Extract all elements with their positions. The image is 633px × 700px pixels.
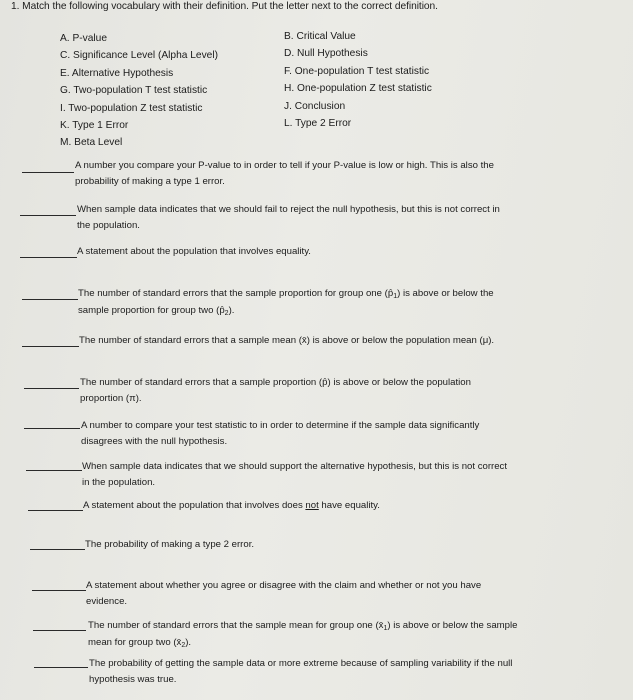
answer-blank-2[interactable]	[20, 215, 76, 216]
definition-text-7b: disagrees with the null hypothesis.	[81, 436, 228, 447]
definition-text-8a: When sample data indicates that we should support the alternative hypothesis, but this is not correct	[82, 461, 508, 472]
definition-text-4d: ).	[228, 305, 235, 316]
definition-text-1b: probability of making a type 1 error.	[75, 176, 225, 187]
p-hat-symbol: p̂	[387, 288, 394, 299]
answer-blank-9[interactable]	[28, 510, 83, 511]
definition-text-6c: proportion (	[80, 393, 130, 404]
p-hat-symbol: p̂	[219, 305, 225, 316]
answer-blank-4[interactable]	[22, 299, 78, 300]
answer-blank-13[interactable]	[34, 667, 88, 668]
term-g: G. Two-population T test statistic	[60, 85, 208, 97]
answer-blank-10[interactable]	[30, 549, 85, 550]
subscript-1: 1	[383, 625, 388, 632]
definition-text-10: The probability of making a type 2 error.	[85, 539, 255, 550]
term-m: M. Beta Level	[60, 137, 123, 149]
terms-list-right	[284, 28, 432, 132]
definition-text-6a: The number of standard errors that a sample proportion (	[80, 377, 323, 388]
term-d: D. Null Hypothesis	[284, 48, 368, 60]
definition-text-9b: have equality.	[318, 500, 380, 511]
question-title: 1. Match the following vocabulary with their definition. Put the letter next to the correct definition.	[11, 1, 438, 12]
definition-text-5c: ).	[488, 335, 495, 346]
answer-blank-1[interactable]	[22, 172, 74, 173]
terms-list-left	[60, 30, 218, 152]
answer-blank-5[interactable]	[22, 346, 79, 347]
definition-text-4c: sample proportion for group two (	[78, 305, 220, 316]
definition-text-9a: A statement about the population that involves does	[83, 500, 306, 511]
term-f: F. One-population T test statistic	[284, 65, 430, 77]
term-l: L. Type 2 Error	[284, 118, 352, 130]
answer-blank-12[interactable]	[33, 630, 86, 631]
p-hat-symbol: p̂	[322, 377, 328, 388]
x-bar-symbol: x̄	[176, 637, 182, 648]
emphasis-not: not	[305, 500, 319, 511]
definition-text-3: A statement about the population that involves equality.	[77, 246, 311, 257]
x-bar-symbol: x̄	[378, 620, 384, 631]
definition-text-4b: ) is above or below the	[397, 288, 494, 299]
term-i: I. Two-population Z test statistic	[60, 102, 203, 114]
definition-text-12b: ) is above or below the sample	[387, 620, 518, 631]
definition-text-6d: ).	[135, 393, 142, 404]
term-a: A. P-value	[60, 33, 107, 44]
definition-text-7a: A number to compare your test statistic to in order to determine if the sample data significantly	[81, 420, 480, 431]
mu-symbol: μ	[482, 335, 489, 346]
subscript-2: 2	[181, 642, 186, 649]
answer-blank-6[interactable]	[24, 388, 79, 389]
pi-symbol: π	[129, 393, 136, 404]
term-j: J. Conclusion	[284, 100, 346, 112]
definition-text-5b: ) is above or below the population mean (	[306, 335, 483, 346]
subscript-1: 1	[393, 293, 398, 300]
term-h: H. One-population Z test statistic	[284, 83, 432, 95]
definition-text-5a: The number of standard errors that a sample mean (	[79, 335, 302, 346]
definition-text-12d: ).	[185, 637, 192, 648]
definition-text-11a: A statement about whether you agree or disagree with the claim and whether or not you have	[86, 580, 482, 591]
definition-text-12a: The number of standard errors that the sample mean for group one (	[88, 620, 379, 631]
definition-text-2b: the population.	[77, 220, 140, 231]
term-c: C. Significance Level (Alpha Level)	[60, 50, 218, 62]
x-bar-symbol: x̄	[301, 335, 307, 346]
definition-text-8b: in the population.	[82, 477, 156, 488]
term-k: K. Type 1 Error	[60, 120, 129, 132]
term-e: E. Alternative Hypothesis	[60, 67, 174, 79]
definition-text-6b: ) is above or below the population	[327, 377, 471, 388]
definition-text-13a: The probability of getting the sample data or more extreme because of sampling variability if the null	[89, 658, 513, 669]
subscript-2: 2	[224, 310, 229, 317]
answer-blank-7[interactable]	[24, 428, 80, 429]
definition-text-11b: evidence.	[86, 596, 128, 607]
definition-text-2a: When sample data indicates that we should fail to reject the null hypothesis, but this is not correct in	[77, 204, 500, 215]
term-b: B. Critical Value	[284, 31, 356, 42]
definition-text-12c: mean for group two (	[88, 637, 177, 648]
answer-blank-11[interactable]	[32, 590, 86, 591]
definition-text-13b: hypothesis was true.	[89, 674, 177, 685]
answer-blank-3[interactable]	[20, 257, 77, 258]
definition-text-4a: The number of standard errors that the sample proportion for group one (	[78, 288, 388, 299]
definition-text-1a: A number you compare your P-value to in order to tell if your P-value is low or high. This is also the	[75, 160, 494, 171]
answer-blank-8[interactable]	[26, 470, 82, 471]
